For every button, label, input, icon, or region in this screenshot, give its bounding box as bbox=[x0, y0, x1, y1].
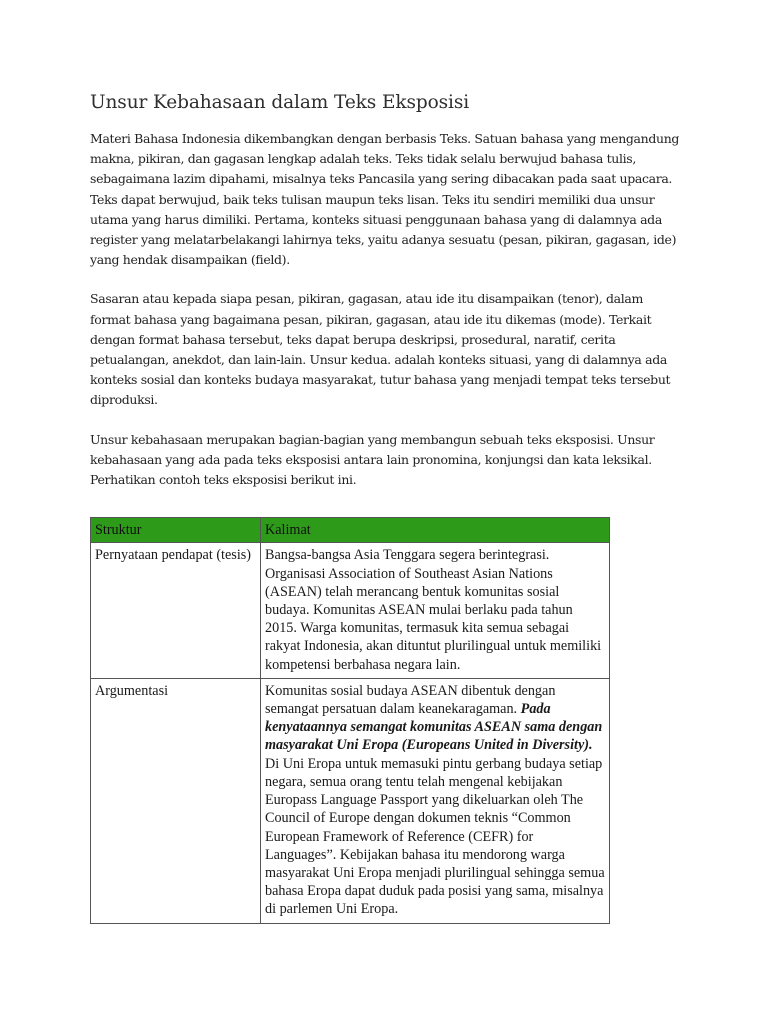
table-header-row bbox=[91, 518, 610, 543]
document-title: Unsur Kebahasaan dalam Teks Eksposisi bbox=[90, 92, 470, 113]
row-label-argumentasi: Argumentasi bbox=[91, 678, 261, 923]
table-row bbox=[91, 678, 610, 923]
argumentasi-text-emphasis: Pada kenyataannya semangat komunitas ASEAN sama dengan masyarakat Uni Eropa (Europeans United in Diversity). bbox=[265, 701, 603, 754]
argumentasi-text-after: Di Uni Eropa untuk memasuki pintu gerbang budaya setiap negara, semua orang tentu telah mengenal kebijakan Europass Language Passport yang dikeluarkan oleh The Council of Europe dengan dokumen teknis “Common European Framework of Reference (CEFR) for Languages”. Kebijakan bahasa itu mendorong warga masyarakat Uni Eropa menjadi plurilingual sehingga semua bahasa Eropa dapat duduk pada posisi yang sama, misalnya di parlemen Uni Eropa. bbox=[265, 755, 605, 918]
paragraph-3: Unsur kebahasaan merupakan bagian-bagian yang membangun sebuah teks eksposisi. Unsur kebahasaan yang ada pada teks eksposisi antara lain pronomina, konjungsi dan kata leksikal. Perhatikan contoh teks eksposisi berikut ini. bbox=[90, 431, 655, 488]
paragraph-2: Sasaran atau kepada siapa pesan, pikiran, gagasan, atau ide itu disampaikan (tenor), dalam format bahasa yang bagaimana pesan, pikiran, gagasan, atau ide itu dikemas (mode). Terkait dengan format bahasa tersebut, teks dapat berupa deskripsi, prosedural, naratif, cerita petualangan, anekdot, dan lain-lain. Unsur kedua. adalah konteks situasi, yang di dalamnya ada konteks sosial dan konteks budaya masyarakat, tutur bahasa yang menjadi tempat teks tersebut diproduksi. bbox=[90, 291, 671, 408]
row-text-tesis: Bangsa-bangsa Asia Tenggara segera berintegrasi. Organisasi Association of Southeast Asian Nations (ASEAN) telah merancang bentuk komunitas sosial budaya. Komunitas ASEAN mulai berlaku pada tahun 2015. Warga komunitas, termasuk kita semua sebagai rakyat Indonesia, akan dituntut plurilingual untuk memiliki kompetensi berbahasa negara lain. bbox=[261, 543, 610, 678]
table-row bbox=[91, 543, 610, 678]
header-kalimat: Kalimat bbox=[261, 518, 610, 543]
argumentasi-text-before: Komunitas sosial budaya ASEAN dibentuk dengan semangat persatuan dalam keanekaragaman. bbox=[265, 682, 556, 718]
paragraph-1: Materi Bahasa Indonesia dikembangkan dengan berbasis Teks. Satuan bahasa yang mengandung makna, pikiran, dan gagasan lengkap adalah teks. Teks tidak selalu berwujud bahasa tulis, sebagaimana lazim dipahami, misalnya teks Pancasila yang sering dibacakan pada saat upacara. Teks dapat berwujud, baik teks tulisan maupun teks lisan. Teks itu sendiri memiliki dua unsur utama yang harus dimiliki. Pertama, konteks situasi penggunaan bahasa yang di dalamnya ada register yang melatarbelakangi lahirnya teks, yaitu adanya sesuatu (pesan, pikiran, gagasan, ide) yang hendak disampaikan (field). bbox=[90, 131, 680, 268]
structure-table bbox=[90, 517, 610, 923]
document-page bbox=[90, 92, 682, 924]
header-struktur: Struktur bbox=[91, 518, 261, 543]
row-text-argumentasi bbox=[261, 678, 610, 923]
row-label-tesis: Pernyataan pendapat (tesis) bbox=[91, 543, 261, 678]
